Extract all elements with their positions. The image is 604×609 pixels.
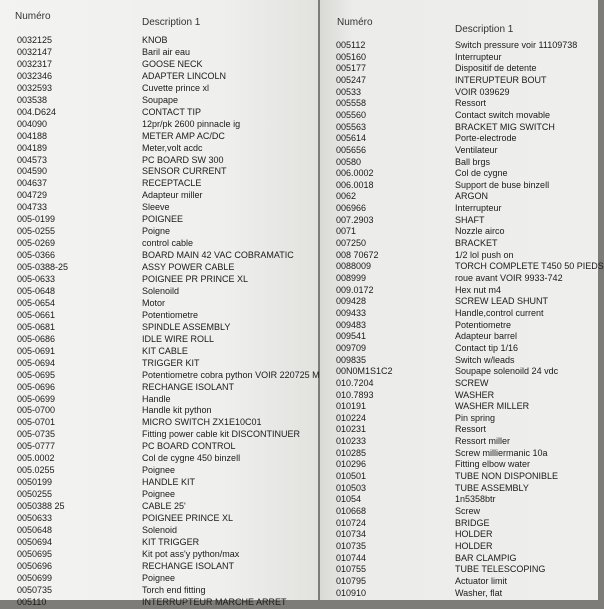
part-number: 005-0388-25 xyxy=(17,262,69,273)
part-number: 0071 xyxy=(336,226,357,237)
part-description: Switch w/leads xyxy=(455,354,515,365)
part-description: Interrupteur xyxy=(455,203,502,214)
part-description: HOLDER xyxy=(455,540,493,551)
part-description: Soupape solenoild 24 vdc xyxy=(455,366,559,377)
part-number: 005-0255 xyxy=(17,226,56,237)
part-number: 010224 xyxy=(336,412,367,423)
part-description: TRIGGER KIT xyxy=(142,357,200,368)
part-description: ARGON xyxy=(455,191,489,202)
part-description: CONTACT TIP xyxy=(142,106,202,117)
part-number: 006.0002 xyxy=(336,168,374,179)
part-number: 010503 xyxy=(336,482,367,493)
part-number: 005247 xyxy=(336,74,367,85)
part-description: Ventilateur xyxy=(455,144,498,155)
part-number: 0050699 xyxy=(17,572,53,583)
part-description: RECHANGE ISOLANT xyxy=(142,381,235,392)
part-description: BRACKET xyxy=(455,238,498,249)
part-number: 0032147 xyxy=(17,46,53,57)
part-number: 009433 xyxy=(336,307,367,318)
part-description: SCREW xyxy=(455,377,489,388)
part-description: Kit pot ass'y python/max xyxy=(142,548,240,559)
part-number: 005558 xyxy=(336,98,367,109)
part-description: PC BOARD SW 300 xyxy=(142,154,224,165)
part-number: 005-0654 xyxy=(17,297,56,308)
part-description: IDLE WIRE ROLL xyxy=(142,333,215,344)
part-description: Pin spring xyxy=(455,412,496,423)
part-number: 005160 xyxy=(336,51,367,62)
part-description: Fitting power cable kit DISCONTINUER xyxy=(142,429,301,440)
part-description: Torch end fitting xyxy=(142,584,206,595)
part-number: 0050255 xyxy=(17,489,53,500)
part-number: 00533 xyxy=(336,86,362,97)
part-description: TUBE NON DISPONIBLE xyxy=(455,471,559,482)
part-description: Cuvette prince xl xyxy=(142,82,210,93)
part-number: 005.0002 xyxy=(17,453,55,464)
part-number: 009835 xyxy=(336,354,367,365)
part-description: SCREW LEAD SHUNT xyxy=(455,296,549,307)
part-description: SHAFT xyxy=(455,214,485,225)
part-description: Handle,control current xyxy=(455,307,544,318)
part-description: SPINDLE ASSEMBLY xyxy=(142,321,231,332)
part-description: WASHER xyxy=(455,389,495,400)
part-number: 004573 xyxy=(17,154,48,165)
part-number: 010231 xyxy=(336,424,367,435)
part-number: 005112 xyxy=(336,40,366,50)
part-description: INTERUPTEUR BOUT xyxy=(455,74,547,85)
part-number: 005-0681 xyxy=(17,321,56,332)
part-number: 005656 xyxy=(336,144,367,155)
description-header: Description 1 xyxy=(455,24,514,35)
part-description: BOARD MAIN 42 VAC COBRAMATIC xyxy=(142,250,294,261)
part-description: Adapteur miller xyxy=(142,190,203,201)
part-number: 0062 xyxy=(336,191,357,202)
part-number: 009.0172 xyxy=(336,284,374,295)
part-description: Contact tip 1/16 xyxy=(455,342,519,353)
part-description: Poignee xyxy=(142,465,176,476)
part-number: 010191 xyxy=(336,401,367,412)
part-description: Ball brgs xyxy=(455,156,491,167)
part-number: 010755 xyxy=(336,564,367,575)
part-number: 007250 xyxy=(336,238,367,249)
part-number: 0050695 xyxy=(17,548,53,559)
part-number: 005563 xyxy=(336,121,367,132)
part-number: 0050199 xyxy=(17,477,53,488)
part-number: 009428 xyxy=(336,296,367,307)
part-number: 007.2903 xyxy=(336,214,374,225)
part-description: Adapteur barrel xyxy=(455,331,518,342)
part-description: GOOSE NECK xyxy=(142,58,203,69)
part-number: 0088009 xyxy=(336,261,372,272)
part-description: Soupape xyxy=(142,94,179,105)
part-number: 004188 xyxy=(17,130,48,141)
numero-header: Numéro xyxy=(337,17,373,28)
part-description: Potentiometre xyxy=(455,319,512,330)
part-number: 010668 xyxy=(336,506,367,516)
part-number: 005-0700 xyxy=(17,405,56,416)
right-page xyxy=(320,0,604,600)
part-number: 005-0199 xyxy=(17,214,56,225)
part-description: Support de buse binzell xyxy=(455,179,550,190)
part-number: 005177 xyxy=(336,63,367,74)
part-description: ADAPTER LINCOLN xyxy=(142,70,227,81)
part-number: 010734 xyxy=(336,529,367,540)
part-description: Handle xyxy=(142,393,171,404)
part-description: WASHER MILLER xyxy=(455,401,530,412)
part-number: 005560 xyxy=(336,109,367,120)
part-number: 005-0735 xyxy=(17,429,56,440)
part-description: CABLE 25' xyxy=(142,501,186,512)
part-description: 1/2 lol push on xyxy=(455,249,514,260)
part-description: Baril air eau xyxy=(142,46,191,57)
part-number: 010.7204 xyxy=(336,377,374,388)
part-number: 0050694 xyxy=(17,536,53,547)
part-number: 00580 xyxy=(336,156,362,167)
part-description: POIGNEE PR PRINCE XL xyxy=(142,274,249,284)
part-description: KNOB xyxy=(142,35,168,45)
part-number: 005-0691 xyxy=(17,345,56,356)
part-number: 0032125 xyxy=(17,35,53,45)
part-number: 004.D624 xyxy=(17,106,57,117)
part-number: 005-0269 xyxy=(17,238,56,249)
part-number: 00N0M1S1C2 xyxy=(336,366,393,377)
part-number: 004090 xyxy=(17,118,48,129)
part-description: Ressort xyxy=(455,424,487,435)
part-number: 005-0633 xyxy=(17,274,56,284)
part-number: 0032346 xyxy=(17,70,53,81)
part-number: 010285 xyxy=(336,447,367,458)
part-number: 0050735 xyxy=(17,584,53,595)
part-description: TUBE TELESCOPING xyxy=(455,564,546,575)
part-description: roue avant VOIR 9933-742 xyxy=(455,273,563,283)
part-number: 0050648 xyxy=(17,524,53,535)
part-number: 005-0695 xyxy=(17,369,56,380)
part-description: BRACKET MIG SWITCH xyxy=(455,121,555,132)
part-description: SENSOR CURRENT xyxy=(142,166,227,177)
part-description: control cable xyxy=(142,238,194,249)
part-number: 010233 xyxy=(336,436,367,447)
part-number: 005-0648 xyxy=(17,285,56,296)
part-description: Col de cygne 450 binzell xyxy=(142,453,241,464)
part-description: ASSY POWER CABLE xyxy=(142,262,235,273)
part-number: 005-0699 xyxy=(17,393,56,404)
part-number: 004637 xyxy=(17,178,48,189)
part-description: TORCH COMPLETE T450 50 PIEDS xyxy=(455,261,604,272)
part-description: Poigne xyxy=(142,226,171,237)
part-description: POIGNEE PRINCE XL xyxy=(142,513,234,523)
part-description: Actuator limit xyxy=(455,575,508,586)
part-description: HOLDER xyxy=(455,529,493,540)
part-description: Hex nut m4 xyxy=(455,284,502,295)
part-description: Potentiometre cobra python VOIR 220725 M xyxy=(142,369,320,380)
part-description: 1n5358btr xyxy=(455,494,496,505)
numero-header: Numéro xyxy=(15,11,51,22)
part-number: 010795 xyxy=(336,575,367,586)
part-number: 005-0696 xyxy=(17,381,56,392)
part-description: Washer, flat xyxy=(455,587,503,598)
part-description: HANDLE KIT xyxy=(142,477,196,488)
part-description: METER AMP AC/DC xyxy=(142,130,225,141)
part-description: Solenoild xyxy=(142,285,180,296)
part-number: 010735 xyxy=(336,540,367,551)
part-number: 005-0661 xyxy=(17,309,56,320)
part-number: 0032593 xyxy=(17,82,53,93)
part-number: 005-0701 xyxy=(17,417,56,428)
part-number: 008999 xyxy=(336,273,367,283)
part-number: 01054 xyxy=(336,494,362,505)
part-description: BAR CLAMPIG xyxy=(455,552,517,563)
part-number: 0050696 xyxy=(17,560,53,571)
table-row xyxy=(0,596,318,609)
part-number: 010296 xyxy=(336,459,367,470)
part-description: POIGNEE xyxy=(142,214,184,225)
description-header: Description 1 xyxy=(142,17,201,28)
part-description: KIT CABLE xyxy=(142,345,188,356)
part-number: 005-0686 xyxy=(17,333,56,344)
part-number: 006.0018 xyxy=(336,179,374,190)
part-description: Meter,volt acdc xyxy=(142,142,203,153)
part-number: 008 70672 xyxy=(336,249,379,260)
part-description: MICRO SWITCH ZX1E10C01 xyxy=(142,417,262,428)
part-description: Switch pressure voir 11109738 xyxy=(455,40,578,50)
part-number: 005110 xyxy=(17,596,47,607)
part-description: Motor xyxy=(142,297,166,308)
part-number: 005-0694 xyxy=(17,357,56,368)
part-number: 009541 xyxy=(336,331,367,342)
part-number: 003538 xyxy=(17,94,48,105)
part-description: Potentiometre xyxy=(142,309,199,320)
part-description: Contact switch movable xyxy=(455,109,551,120)
part-description: INTERRUPTEUR MARCHE ARRET xyxy=(142,596,287,607)
part-description: RECEPTACLE xyxy=(142,178,202,189)
part-description: Interrupteur xyxy=(455,51,502,62)
part-description: Porte-electrode xyxy=(455,133,517,144)
part-description: BRIDGE xyxy=(455,517,490,528)
part-description: 12pr/pk 2600 pinnacle ig xyxy=(142,118,241,129)
part-number: 010.7893 xyxy=(336,389,374,400)
part-description: Col de cygne xyxy=(455,168,508,179)
part-number: 004729 xyxy=(17,190,48,201)
part-description: PC BOARD CONTROL xyxy=(142,441,236,452)
part-description: Nozzle airco xyxy=(455,226,505,237)
part-number: 004590 xyxy=(17,166,48,177)
part-description: Dispositif de detente xyxy=(455,63,537,74)
part-number: 0050388 25 xyxy=(17,501,65,512)
part-number: 005614 xyxy=(336,133,367,144)
part-number: 010724 xyxy=(336,517,367,528)
part-description: Screw xyxy=(455,506,481,516)
part-number: 005.0255 xyxy=(17,465,55,476)
part-description: TUBE ASSEMBLY xyxy=(455,482,529,493)
part-number: 006966 xyxy=(336,203,367,214)
part-description: Screw milliermanic 10a xyxy=(455,447,548,458)
table-row xyxy=(320,587,598,600)
part-description: Handle kit python xyxy=(142,405,212,416)
part-number: 0032317 xyxy=(17,58,53,69)
part-description: Ressort miller xyxy=(455,436,511,447)
part-description: Poignee xyxy=(142,572,176,583)
part-number: 010910 xyxy=(336,587,367,598)
part-number: 0050633 xyxy=(17,513,53,523)
part-description: Fitting elbow water xyxy=(455,459,531,470)
part-number: 005-0366 xyxy=(17,250,56,261)
part-number: 005-0777 xyxy=(17,441,56,452)
part-description: RECHANGE ISOLANT xyxy=(142,560,235,571)
part-number: 009483 xyxy=(336,319,367,330)
part-number: 010744 xyxy=(336,552,367,563)
part-description: KIT TRIGGER xyxy=(142,536,200,547)
part-description: Poignee xyxy=(142,489,176,500)
part-number: 009709 xyxy=(336,342,367,353)
part-number: 004733 xyxy=(17,202,48,213)
part-number: 010501 xyxy=(336,471,367,482)
part-description: Solenoid xyxy=(142,524,178,535)
part-description: VOIR 039629 xyxy=(455,86,510,97)
part-number: 004189 xyxy=(17,142,48,153)
part-description: Ressort xyxy=(455,98,487,109)
part-description: Sleeve xyxy=(142,202,170,213)
